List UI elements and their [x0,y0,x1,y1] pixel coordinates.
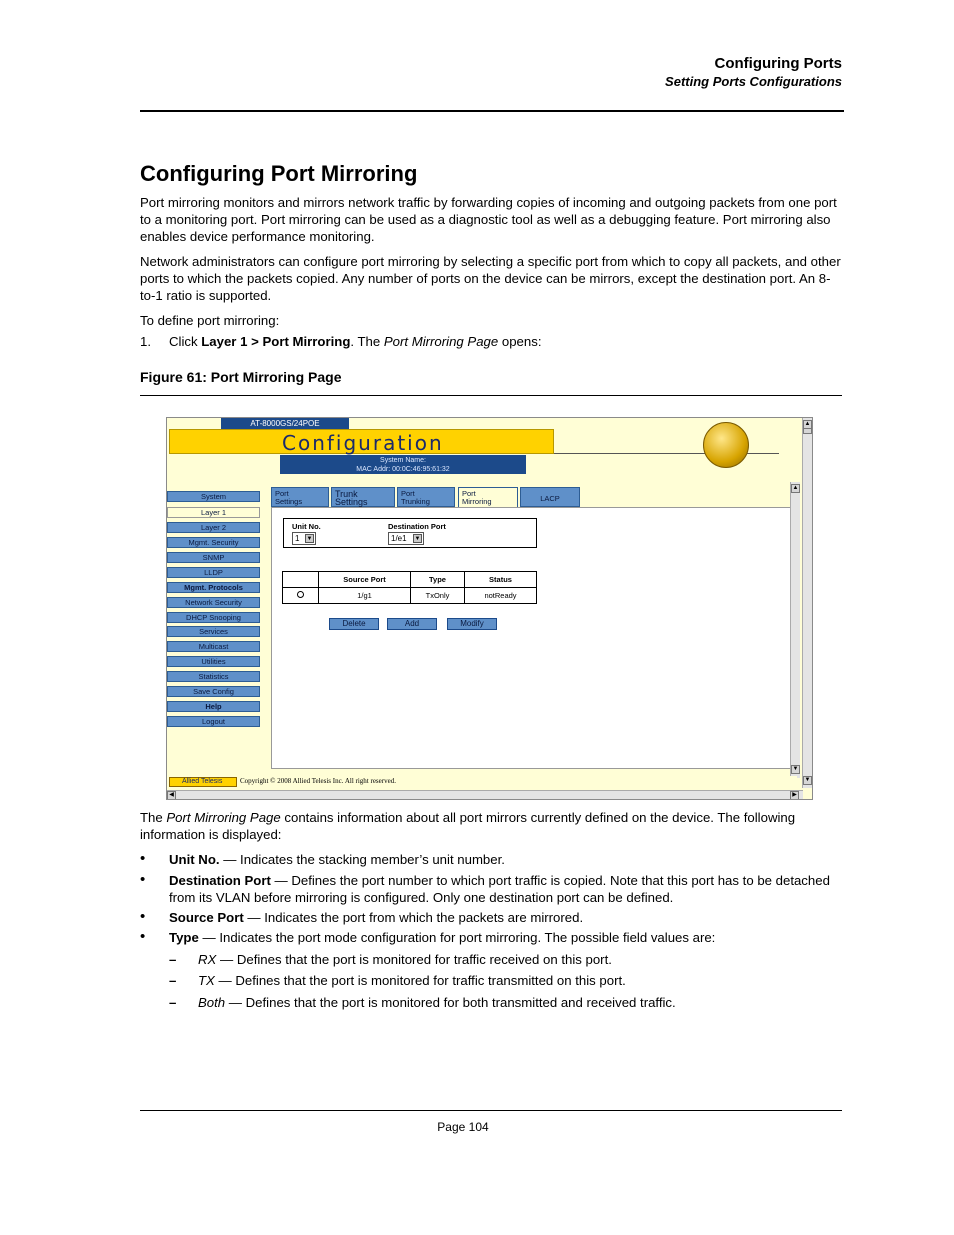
tab-port-settings-line1: Port [275,489,289,498]
row-select-cell [283,588,319,604]
dash-desc: — Defines that the port is monitored for both transmitted and received traffic. [225,995,676,1010]
dash-mark: – [169,973,177,988]
step-page-name: Port Mirroring Page [383,334,499,349]
sidebar-item-network-security[interactable]: Network Security [167,597,260,608]
system-name-label: System Name: [380,457,426,464]
dash-desc: — Defines that the port is monitored for traffic transmitted on this port. [214,973,626,988]
delete-button[interactable]: Delete [329,618,379,630]
table-row [283,588,537,604]
destination-port-select[interactable] [388,532,424,545]
bullet-desc: — Indicates the port mode configuration for port mirroring. The possible field values are: [198,930,716,945]
after-figure-paragraph [140,809,842,843]
tab-lacp[interactable] [520,487,580,507]
scroll-right-icon[interactable]: ▶ [790,791,799,800]
dash-term: Both [198,995,226,1010]
dash-both [169,994,676,1011]
step-text-post: opens: [498,334,542,349]
dash-rx [169,951,612,968]
banner-title: Configuration [282,431,444,455]
bullet-source-port [140,909,842,926]
bullet-dot: • [140,908,146,925]
table-header-type: Type [411,572,465,588]
sidebar-item-dhcp-snooping[interactable]: DHCP Snooping [167,612,260,623]
screenshot-footer [167,776,797,788]
dash-mark: – [169,995,177,1010]
row-radio-button[interactable] [297,591,304,598]
paragraph-3: To define port mirroring: [140,313,280,328]
sidebar-item-snmp[interactable]: SNMP [167,552,260,563]
step-text-mid: . The [350,334,384,349]
dash-tx [169,972,626,989]
section-title: Configuring Port Mirroring [140,161,418,186]
sidebar-item-mgmt-protocols[interactable]: Mgmt. Protocols [167,582,260,593]
horizontal-scrollbar[interactable] [167,790,803,800]
table-header-select [283,572,319,588]
window-scrollbar[interactable] [802,418,812,788]
bullet-destination-port [140,872,842,906]
running-header-title: Configuring Ports [714,55,842,72]
sidebar-item-help[interactable]: Help [167,701,260,712]
sidebar-item-save-config[interactable]: Save Config [167,686,260,697]
table-header-status: Status [465,572,537,588]
tab-trunk-settings-line2: Settings [335,497,368,507]
device-model-label: AT-8000GS/24POE [221,418,349,429]
paragraph-2: Network administrators can configure port mirroring by selecting a specific port from which to copy all packets, and other ports to which the packets copied. Any number of ports on the device can be mirrors, except the destination port. An 8-to-1 ratio is supported. [140,254,841,303]
footer-rule [140,1110,842,1111]
copyright-text: Copyright © 2008 Allied Telesis Inc. All right reserved. [240,777,396,785]
unit-no-value: 1 [295,534,300,543]
bullet-desc: — Indicates the port from which the packets are mirrored. [243,910,584,925]
tab-port-trunking-line1: Port [401,489,415,498]
port-mirroring-screenshot [166,417,813,800]
unit-no-select[interactable] [292,532,316,545]
row-status: notReady [465,588,537,604]
add-button[interactable]: Add [387,618,437,630]
after-text-post: contains information about all port mirrors currently defined on the device. The following information is displayed: [140,810,796,842]
table-header-row [283,572,537,588]
tab-lacp-label: LACP [540,494,560,503]
sidebar-item-layer-2[interactable]: Layer 2 [167,522,260,533]
page-number: Page 104 [437,1120,489,1134]
bullet-dot: • [140,850,146,867]
bullet-dot: • [140,928,146,945]
bullet-unit-no [140,851,842,868]
sidebar-item-lldp[interactable]: LLDP [167,567,260,578]
sidebar-item-multicast[interactable]: Multicast [167,641,260,652]
bullet-term: Source Port [169,910,244,925]
after-text-pre: The [140,810,167,825]
tab-port-mirroring-line1: Port [462,489,476,498]
mirror-settings-box [283,518,537,548]
dash-term: RX [198,952,217,967]
bullet-type [140,929,842,946]
bullet-term: Unit No. [169,852,220,867]
content-scrollbar[interactable] [790,482,800,778]
dash-mark: – [169,952,177,967]
unit-no-label: Unit No. [292,522,321,531]
sidebar-item-logout[interactable]: Logout [167,716,260,727]
mirror-table [282,571,537,604]
system-info-box [280,455,526,474]
globe-logo-icon [703,422,749,468]
figure-caption: Figure 61: Port Mirroring Page [140,369,342,385]
row-type: TxOnly [411,588,465,604]
tab-trunk-settings[interactable] [331,487,395,507]
sidebar-item-layer-1[interactable]: Layer 1 [167,507,260,518]
allied-telesis-logo: Allied Telesis [169,777,237,787]
sidebar-item-statistics[interactable]: Statistics [167,671,260,682]
scroll-up-icon[interactable]: ▲ [804,421,811,427]
modify-button[interactable]: Modify [447,618,497,630]
bullet-term: Destination Port [169,873,271,888]
dash-desc: — Defines that the port is monitored for traffic received on this port. [216,952,612,967]
sidebar-item-system[interactable]: System [167,491,260,502]
tab-port-trunking[interactable] [397,487,455,507]
sidebar-item-mgmt-security[interactable]: Mgmt. Security [167,537,260,548]
paragraph-1: Port mirroring monitors and mirrors network traffic by forwarding copies of incoming and outgoing packets from one port to a monitoring port. Port mirroring can be used as a diagnostic tool as well as a debugging feature. Port mirroring also enables device performance monitoring. [140,195,837,244]
chevron-down-icon: ▼ [306,536,313,542]
tab-trunk-settings-line1: Trunk [335,489,358,499]
tab-port-mirroring[interactable] [458,487,518,508]
scroll-down-icon[interactable]: ▼ [804,777,811,783]
sidebar-item-utilities[interactable]: Utilities [167,656,260,667]
scroll-down-icon[interactable]: ▼ [792,766,799,772]
destination-port-label: Destination Port [388,522,446,531]
bullet-term: Type [169,930,199,945]
tab-port-mirroring-line2: Mirroring [462,497,492,506]
running-header-subtitle: Setting Ports Configurations [665,74,842,89]
after-page-name: Port Mirroring Page [166,810,281,825]
header-rule [140,110,844,112]
scroll-thumb[interactable] [803,428,812,434]
bullet-desc: — Indicates the stacking member’s unit number. [219,852,505,867]
chevron-down-icon: ▼ [414,536,421,542]
step-text-pre: Click [169,334,202,349]
figure-rule [140,395,842,396]
row-source-port: 1/g1 [319,588,411,604]
bullet-desc: — Defines the port number to which port traffic is copied. Note that this port has to be detached from its VLAN before mirroring is configured. Only one destination port can be defined. [169,873,830,905]
tab-port-settings-line2: Settings [275,497,303,506]
step-menu-path: Layer 1 > Port Mirroring [201,334,351,349]
destination-port-value: 1/e1 [391,534,407,543]
tab-port-settings[interactable] [271,487,329,507]
sidebar-item-services[interactable]: Services [167,626,260,637]
table-header-source-port: Source Port [319,572,411,588]
mac-address-label: MAC Addr: 00:0C:46:95:61:32 [356,466,450,473]
configuration-banner [169,429,554,454]
step-number: 1. [140,334,151,349]
tab-port-trunking-line2: Trunking [401,497,430,506]
dash-term: TX [198,973,215,988]
scroll-left-icon[interactable]: ◀ [167,791,176,800]
bullet-dot: • [140,871,146,888]
scroll-up-icon[interactable]: ▲ [792,485,799,491]
step-1 [140,333,541,350]
